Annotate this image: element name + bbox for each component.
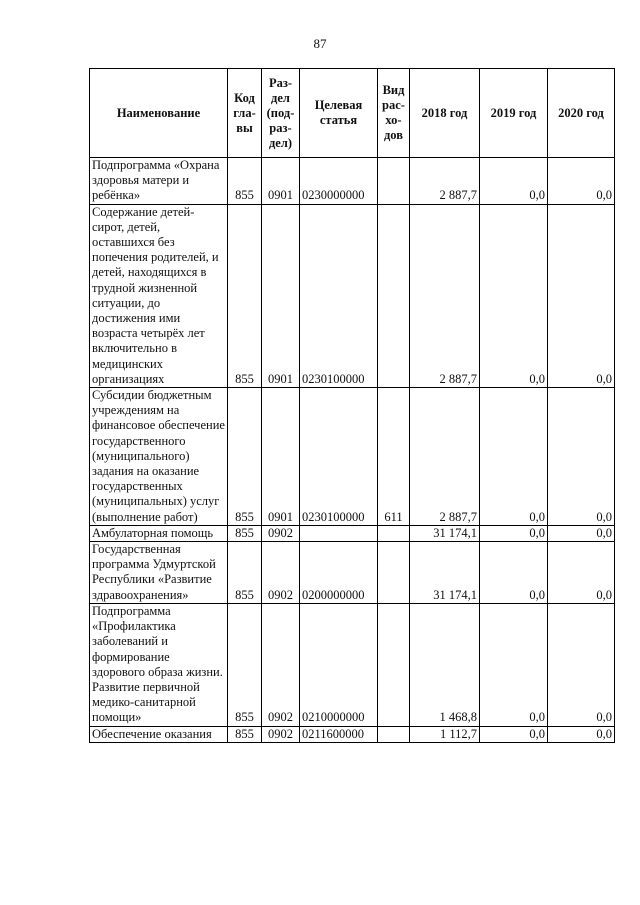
row-2018: 31 174,1: [410, 525, 480, 541]
row-target: 0211600000: [300, 726, 378, 742]
header-2018: 2018 год: [410, 69, 480, 158]
row-2019: 0,0: [480, 525, 548, 541]
row-expense: [378, 542, 410, 604]
row-name: Государственная программа Удмуртской Республики «Развитие здравоохранения»: [90, 542, 228, 604]
row-expense: [378, 603, 410, 726]
row-2018: 31 174,1: [410, 542, 480, 604]
row-2019: 0,0: [480, 603, 548, 726]
row-expense: [378, 158, 410, 205]
row-expense: [378, 726, 410, 742]
row-section: 0901: [262, 388, 300, 526]
row-target: [300, 525, 378, 541]
header-target-item: Целевая статья: [300, 69, 378, 158]
table-row: [90, 388, 615, 526]
row-2019: 0,0: [480, 388, 548, 526]
row-chapter: 855: [228, 204, 262, 387]
table-row: [90, 204, 615, 387]
table-row: [90, 542, 615, 604]
row-section: 0901: [262, 204, 300, 387]
row-expense: [378, 204, 410, 387]
page-number: 87: [313, 36, 327, 51]
row-2020: 0,0: [548, 603, 615, 726]
header-2019: 2019 год: [480, 69, 548, 158]
table-row: [90, 603, 615, 726]
row-section: 0902: [262, 525, 300, 541]
row-name: Субсидии бюджетным учреждениям на финансовое обеспечение государственного (муниципального) задания на оказание государственных (муниципальных) услуг (выполнение работ): [90, 388, 228, 526]
header-chapter-code: Код гла-вы: [228, 69, 262, 158]
row-chapter: 855: [228, 726, 262, 742]
budget-table: [89, 68, 615, 743]
table-row: [90, 158, 615, 205]
row-target: 0200000000: [300, 542, 378, 604]
header-2020: 2020 год: [548, 69, 615, 158]
row-chapter: 855: [228, 525, 262, 541]
row-name: Обеспечение оказания: [90, 726, 228, 742]
row-section: 0902: [262, 542, 300, 604]
row-2020: 0,0: [548, 158, 615, 205]
header-section: Раз-дел (под-раз-дел): [262, 69, 300, 158]
row-2018: 2 887,7: [410, 204, 480, 387]
row-2020: 0,0: [548, 726, 615, 742]
row-2020: 0,0: [548, 204, 615, 387]
row-2018: 1 468,8: [410, 603, 480, 726]
row-chapter: 855: [228, 388, 262, 526]
row-chapter: 855: [228, 158, 262, 205]
row-expense: [378, 525, 410, 541]
row-name: Содержание детей-сирот, детей, оставшихся без попечения родителей, и детей, находящихся в трудной жизненной ситуации, до достижения ими возраста четырёх лет включительно в медицинских организациях: [90, 204, 228, 387]
table-header-row: [90, 69, 615, 158]
row-2019: 0,0: [480, 542, 548, 604]
row-name: Подпрограмма «Охрана здоровья матери и ребёнка»: [90, 158, 228, 205]
row-section: 0901: [262, 158, 300, 205]
row-2020: 0,0: [548, 525, 615, 541]
row-section: 0902: [262, 603, 300, 726]
row-2020: 0,0: [548, 388, 615, 526]
row-target: 0230100000: [300, 388, 378, 526]
row-section: 0902: [262, 726, 300, 742]
row-name: Амбулаторная помощь: [90, 525, 228, 541]
row-chapter: 855: [228, 603, 262, 726]
row-target: 0210000000: [300, 603, 378, 726]
header-expense-type: Вид рас-хо-дов: [378, 69, 410, 158]
row-2018: 2 887,7: [410, 158, 480, 205]
row-2020: 0,0: [548, 542, 615, 604]
row-2019: 0,0: [480, 204, 548, 387]
row-2018: 1 112,7: [410, 726, 480, 742]
row-target: 0230000000: [300, 158, 378, 205]
row-name: Подпрограмма «Профилактика заболеваний и формирование здорового образа жизни. Развитие первичной медико-санитарной помощи»: [90, 603, 228, 726]
header-name: Наименование: [90, 69, 228, 158]
row-target: 0230100000: [300, 204, 378, 387]
table-row: [90, 525, 615, 541]
row-expense: 611: [378, 388, 410, 526]
table-row: [90, 726, 615, 742]
row-2018: 2 887,7: [410, 388, 480, 526]
row-chapter: 855: [228, 542, 262, 604]
row-2019: 0,0: [480, 158, 548, 205]
row-2019: 0,0: [480, 726, 548, 742]
